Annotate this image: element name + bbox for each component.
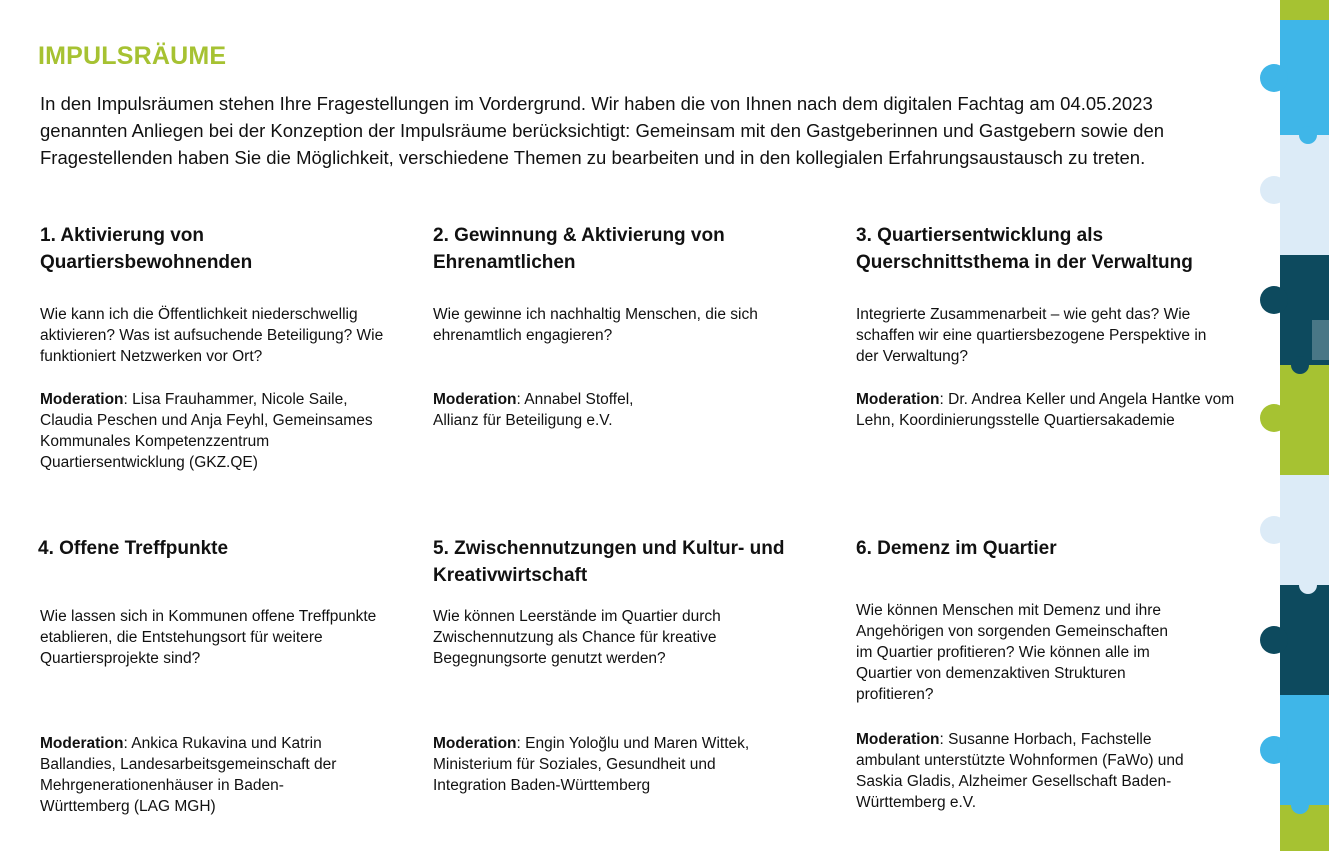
moderation-text: : Lisa Frauhammer, Nicole Saile, Claudia Peschen und Anja Feyhl, Gemeinsames Kommunales Kompetenzzentrum Quartiersentwicklung (GKZ.QE) [40,391,373,471]
intro-paragraph: In den Impulsräumen stehen Ihre Fragestellungen im Vordergrund. Wir haben die von Ihnen nach dem digitalen Fachtag am 04.05.2023 genannten Anliegen bei der Konzeption der Impulsräume berücksichtigt: Gemeinsam mit den Gastgeberinnen und Gastgebern sowie den Fragestellenden haben Sie die Möglichkeit, verschiedene Themen zu bearbeiten und in den kollegialen Erfahrungsaustausch zu treten. [40,93,1165,168]
moderation-text: : Annabel Stoffel, Allianz für Beteiligung e.V. [433,391,634,429]
impulsraum-moderation [856,729,1201,813]
impulsraum-5 [433,535,813,825]
moderation-label: Moderation [433,735,517,752]
puzzle-strip-icon [1258,0,1329,851]
impulsraum-6 [856,535,1246,825]
impulsraum-heading: 5. Zwischennutzungen und Kultur- und Kreativwirtschaft [433,538,785,586]
impulsraum-moderation [433,733,778,796]
moderation-label: Moderation [40,735,124,752]
impulsraum-question: Integrierte Zusammenarbeit – wie geht das? Wie schaffen wir eine quartiersbezogene Perspektive in der Verwaltung? [856,306,1207,365]
impulsraum-heading: 4. Offene Treffpunkte [38,538,229,559]
impulsraum-4 [38,535,408,825]
moderation-label: Moderation [40,391,124,408]
impulsraum-heading: 3. Quartiersentwicklung als Querschnittsthema in der Verwaltung [856,225,1193,273]
moderation-text: : Dr. Andrea Keller und Angela Hantke vom Lehn, Koordinierungsstelle Quartiersakademie [856,391,1235,429]
moderation-label: Moderation [856,731,940,748]
impulsraum-2 [433,222,813,482]
moderation-text: : Engin Yoloğlu und Maren Wittek, Ministerium für Soziales, Gesundheit und Integration Baden-Württemberg [433,735,750,794]
moderation-label: Moderation [433,391,517,408]
impulsraum-3 [856,222,1246,482]
impulsraum-question: Wie kann ich die Öffentlichkeit niederschwellig aktivieren? Was ist aufsuchende Beteiligung? Wie funktioniert Netzwerken vor Ort? [40,306,384,365]
moderation-label: Moderation [856,391,940,408]
impulsraum-moderation [40,733,360,817]
impulsraum-heading: 2. Gewinnung & Aktivierung von Ehrenamtlichen [433,225,725,273]
impulsraum-heading: 1. Aktivierung von Quartiersbewohnenden [40,225,253,273]
moderation-text: : Susanne Horbach, Fachstelle ambulant unterstützte Wohnformen (FaWo) und Saskia Gladis, Alzheimer Gesellschaft Baden-Württemberg e.V. [856,731,1184,811]
impulsraum-1 [40,222,410,482]
impulsraum-question: Wie lassen sich in Kommunen offene Treffpunkte etablieren, die Entstehungsort für weitere Quartiersprojekte sind? [40,608,377,667]
impulsraum-moderation [40,389,390,473]
impulsraum-question: Wie gewinne ich nachhaltig Menschen, die sich ehrenamtlich engagieren? [433,306,758,344]
impulsraum-heading: 6. Demenz im Quartier [856,538,1057,559]
impulsraum-moderation [433,389,663,431]
impulsraum-question: Wie können Menschen mit Demenz und ihre Angehörigen von sorgenden Gemeinschaften im Quartier profitieren? Wie können alle im Quartier von demenzaktiven Strukturen profitieren? [856,602,1168,703]
page-title: IMPULSRÄUME [38,42,227,70]
impulsraum-question: Wie können Leerstände im Quartier durch Zwischennutzung als Chance für kreative Begegnungsorte genutzt werden? [433,608,721,667]
moderation-text: : Ankica Rukavina und Katrin Ballandies, Landesarbeitsgemeinschaft der Mehrgenerationenhäuser in Baden-Württemberg (LAG MGH) [40,735,337,815]
impulsraum-moderation [856,389,1236,431]
